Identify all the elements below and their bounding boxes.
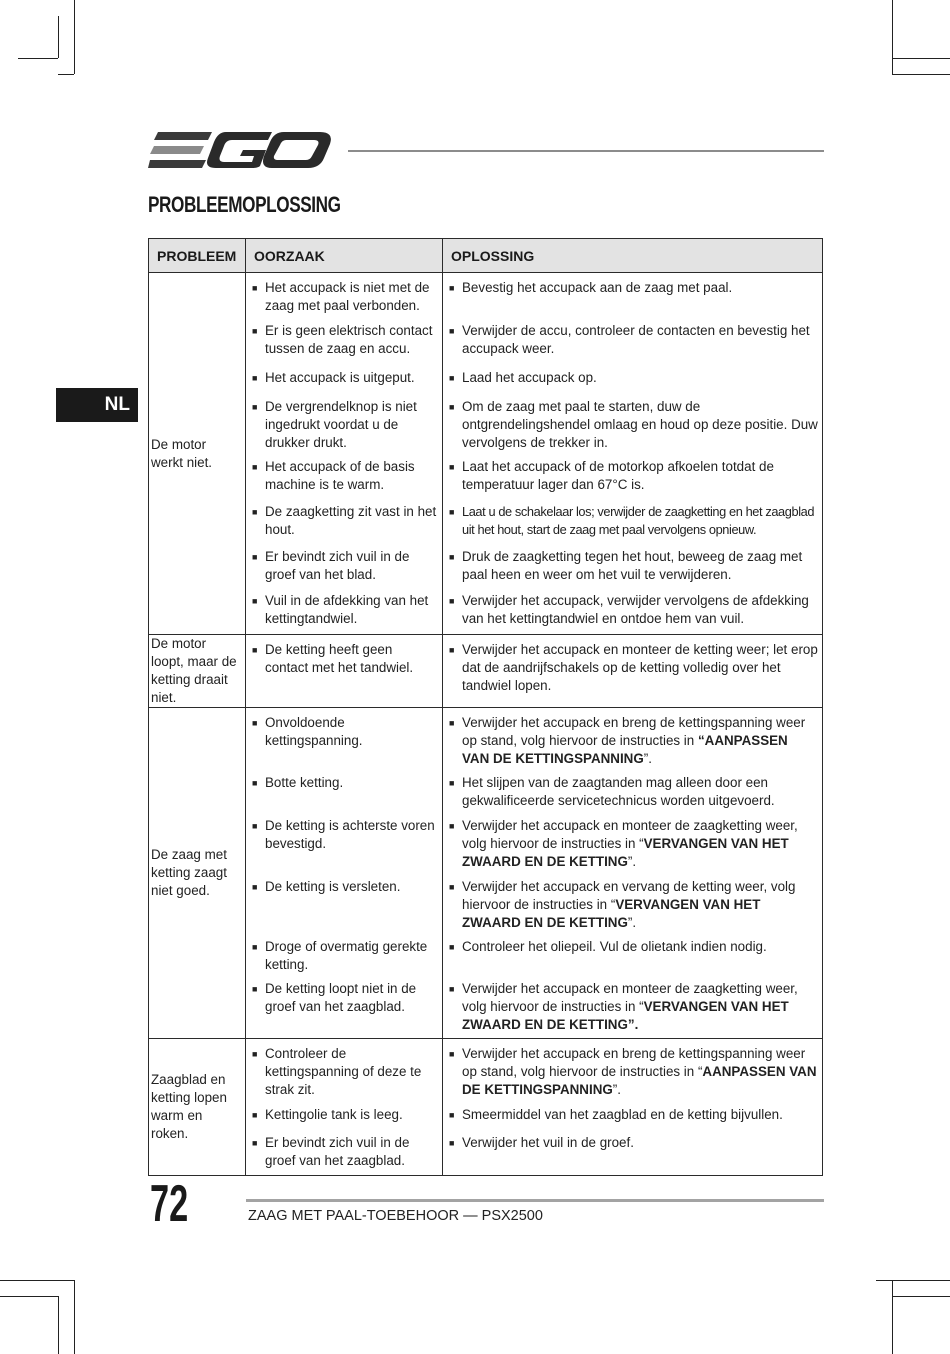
problem-cell <box>149 635 246 708</box>
footer-rule <box>246 1199 824 1202</box>
footer-text: ZAAG MET PAAL-TOEBEHOOR — PSX2500 <box>248 1208 543 1224</box>
list-item <box>246 548 442 592</box>
solution-text: Laat u de schakelaar los; verwijder de zaagketting en het zaagblad uit het hout, start de zaag met paal vervolgens opnieuw. <box>462 504 815 537</box>
ego-logo <box>148 126 334 176</box>
cause-text: Controleer de kettingspanning of deze te strak zit. <box>265 1046 422 1097</box>
column-header-problem: PROBLEEM <box>149 239 246 273</box>
list-item <box>443 592 822 634</box>
cause-text: Botte ketting. <box>265 775 344 790</box>
bullet-icon: ■ <box>449 984 455 994</box>
solution-text: Verwijder het accupack en breng de kettingspanning weer op stand, volg hiervoor de instructies in “AANPASSEN VAN DE KETTINGSPANNING”. <box>462 715 806 766</box>
bullet-icon: ■ <box>252 942 258 952</box>
list-item <box>246 398 442 458</box>
cause-text: Droge of overmatig gerekte ketting. <box>265 939 428 972</box>
list-item <box>443 322 822 369</box>
list-item <box>246 980 442 1038</box>
cause-cell <box>246 708 443 1039</box>
bullet-icon: ■ <box>252 718 258 728</box>
bullet-icon: ■ <box>449 1049 455 1059</box>
column-header-cause: OORZAAK <box>246 239 443 273</box>
cause-text: De ketting heeft geen contact met het tandwiel. <box>265 642 414 675</box>
list-item <box>443 878 822 938</box>
bullet-icon: ■ <box>252 326 258 336</box>
crop-mark <box>58 16 59 58</box>
problem-cell <box>149 273 246 635</box>
list-item <box>443 938 822 980</box>
bullet-icon: ■ <box>449 1138 455 1148</box>
solution-cell <box>443 635 823 708</box>
solution-text: Verwijder het accupack en breng de kettingspanning weer op stand, volg hiervoor de instructies in “AANPASSEN VAN DE KETTINGSPANNING”. <box>462 1046 817 1097</box>
solution-text: Controleer het oliepeil. Vul de olietank indien nodig. <box>462 939 767 954</box>
list-item <box>443 398 822 458</box>
list-item <box>246 714 442 774</box>
problem-text: De zaag met ketting zaagt niet goed. <box>151 847 227 898</box>
bullet-icon: ■ <box>252 462 258 472</box>
bullet-icon: ■ <box>449 283 455 293</box>
cause-text: Er bevindt zich vuil in de groef van het blad. <box>265 549 410 582</box>
cause-text: De zaagketting zit vast in het hout. <box>265 504 437 537</box>
crop-mark <box>892 74 950 75</box>
list-item <box>246 458 442 503</box>
solution-text: Verwijder het accupack en monteer de zaagketting weer, volg hiervoor de instructies in “VERVANGEN VAN HET ZWAARD EN DE KETTING”. <box>462 818 798 869</box>
solution-text: Laat het accupack of de motorkop afkoelen totdat de temperatuur lager dan 67°C is. <box>462 459 774 492</box>
bullet-icon: ■ <box>252 596 258 606</box>
troubleshooting-table <box>148 238 823 1176</box>
bullet-icon: ■ <box>252 984 258 994</box>
bullet-icon: ■ <box>449 326 455 336</box>
solution-text: Verwijder de accu, controleer de contacten en bevestig het accupack weer. <box>462 323 810 356</box>
problem-cell <box>149 708 246 1039</box>
bullet-icon: ■ <box>252 1110 258 1120</box>
list-item <box>443 279 822 322</box>
table-row <box>149 708 823 1039</box>
list-item <box>443 369 822 398</box>
bullet-icon: ■ <box>449 402 455 412</box>
list-item <box>246 817 442 878</box>
bullet-icon: ■ <box>252 507 258 517</box>
solution-text: Verwijder het accupack, verwijder vervolgens de afdekking van het kettingtandwiel en ontdoe hem van vuil. <box>462 593 809 626</box>
bullet-icon: ■ <box>449 596 455 606</box>
cause-text: Kettingolie tank is leeg. <box>265 1107 403 1122</box>
list-item <box>443 774 822 817</box>
solution-text: Verwijder het accupack en vervang de ketting weer, volg hiervoor de instructies in “VERVANGEN VAN HET ZWAARD EN DE KETTING”. <box>462 879 796 930</box>
list-item <box>443 714 822 774</box>
bullet-icon: ■ <box>252 283 258 293</box>
solution-cell <box>443 708 823 1039</box>
list-item <box>246 1134 442 1170</box>
bullet-icon: ■ <box>252 1138 258 1148</box>
list-item <box>246 1045 442 1106</box>
bullet-icon: ■ <box>252 1049 258 1059</box>
list-item <box>443 503 822 548</box>
list-item <box>246 774 442 817</box>
list-item <box>443 980 822 1038</box>
crop-mark <box>876 1280 950 1281</box>
list-item <box>246 938 442 980</box>
bullet-icon: ■ <box>252 552 258 562</box>
bullet-icon: ■ <box>449 1110 455 1120</box>
crop-mark <box>0 1280 74 1281</box>
bullet-icon: ■ <box>449 942 455 952</box>
bullet-icon: ■ <box>449 552 455 562</box>
table-row <box>149 635 823 708</box>
bullet-icon: ■ <box>449 821 455 831</box>
cause-text: Het accupack of de basis machine is te warm. <box>265 459 415 492</box>
cause-text: De ketting loopt niet in de groef van het zaagblad. <box>265 981 417 1014</box>
solution-cell <box>443 273 823 635</box>
page-number: 72 <box>150 1175 189 1233</box>
solution-text: Verwijder het vuil in de groef. <box>462 1135 634 1150</box>
list-item <box>246 322 442 369</box>
cause-text: Er is geen elektrisch contact tussen de zaag en accu. <box>265 323 433 356</box>
bullet-icon: ■ <box>449 373 455 383</box>
solution-text: Laad het accupack op. <box>462 370 597 385</box>
list-item <box>443 458 822 503</box>
crop-mark <box>892 58 950 59</box>
crop-mark <box>74 1280 75 1354</box>
solution-text: Smeermiddel van het zaagblad en de ketting bijvullen. <box>462 1107 783 1122</box>
cause-text: De ketting is versleten. <box>265 879 401 894</box>
header-rule <box>348 150 824 152</box>
crop-mark <box>74 0 75 74</box>
bullet-icon: ■ <box>449 778 455 788</box>
solution-text: Verwijder het accupack en monteer de zaagketting weer, volg hiervoor de instructies in “VERVANGEN VAN HET ZWAARD EN DE KETTING”. <box>462 981 798 1032</box>
solution-text: Om de zaag met paal te starten, duw de ontgrendelingshendel omlaag en houd op deze positie. Duw vervolgens de trekker in. <box>462 399 818 450</box>
cause-cell <box>246 1039 443 1176</box>
list-item <box>246 641 442 677</box>
cause-text: Vuil in de afdekking van het kettingtandwiel. <box>265 593 429 626</box>
list-item <box>443 1045 822 1106</box>
page-title: PROBLEEMOPLOSSING <box>148 192 341 217</box>
list-item <box>246 878 442 938</box>
cause-text: De ketting is achterste voren bevestigd. <box>265 818 435 851</box>
list-item <box>246 279 442 322</box>
crop-mark <box>58 1296 59 1354</box>
table-row <box>149 273 823 635</box>
cause-text: Onvoldoende kettingspanning. <box>265 715 363 748</box>
crop-mark <box>18 58 58 59</box>
crop-mark <box>0 1296 58 1297</box>
bullet-icon: ■ <box>252 821 258 831</box>
bullet-icon: ■ <box>252 373 258 383</box>
column-header-solution: OPLOSSING <box>443 239 823 273</box>
problem-text: De motor loopt, maar de ketting draait niet. <box>151 636 237 705</box>
bullet-icon: ■ <box>449 718 455 728</box>
solution-text: Bevestig het accupack aan de zaag met paal. <box>462 280 733 295</box>
list-item <box>443 817 822 878</box>
cause-cell <box>246 635 443 708</box>
crop-mark <box>892 0 893 74</box>
bullet-icon: ■ <box>252 402 258 412</box>
list-item <box>443 548 822 592</box>
cause-text: De vergrendelknop is niet ingedrukt voordat u de drukker drukt. <box>265 399 417 450</box>
cause-text: Het accupack is uitgeput. <box>265 370 415 385</box>
bullet-icon: ■ <box>449 507 455 517</box>
list-item <box>246 503 442 548</box>
cause-text: Het accupack is niet met de zaag met paal verbonden. <box>265 280 430 313</box>
solution-text: Verwijder het accupack en monteer de ketting weer; let erop dat de aandrijfschakels op de ketting volledig over het tandwiel lopen. <box>462 642 818 693</box>
crop-mark <box>892 1296 950 1297</box>
crop-mark <box>58 74 74 75</box>
bullet-icon: ■ <box>252 882 258 892</box>
list-item <box>246 592 442 634</box>
solution-text: Druk de zaagketting tegen het hout, beweeg de zaag met paal heen en weer om het vuil te verwijderen. <box>462 549 803 582</box>
language-tab: NL <box>56 388 138 422</box>
bullet-icon: ■ <box>252 778 258 788</box>
list-item <box>246 369 442 398</box>
problem-text: Zaagblad en ketting lopen warm en roken. <box>151 1072 227 1141</box>
list-item <box>443 1134 822 1152</box>
list-item <box>246 1106 442 1134</box>
bullet-icon: ■ <box>449 462 455 472</box>
table-header-row <box>149 239 823 273</box>
list-item <box>443 1106 822 1134</box>
table-row <box>149 1039 823 1176</box>
solution-text: Het slijpen van de zaagtanden mag alleen door een gekwalificeerde servicetechnicus worden uitgevoerd. <box>462 775 775 808</box>
list-item <box>443 641 822 695</box>
bullet-icon: ■ <box>252 645 258 655</box>
bullet-icon: ■ <box>449 882 455 892</box>
cause-cell <box>246 273 443 635</box>
problem-cell <box>149 1039 246 1176</box>
solution-cell <box>443 1039 823 1176</box>
crop-mark <box>892 1280 893 1354</box>
bullet-icon: ■ <box>449 645 455 655</box>
cause-text: Er bevindt zich vuil in de groef van het zaagblad. <box>265 1135 410 1168</box>
problem-text: De motor werkt niet. <box>151 436 213 470</box>
